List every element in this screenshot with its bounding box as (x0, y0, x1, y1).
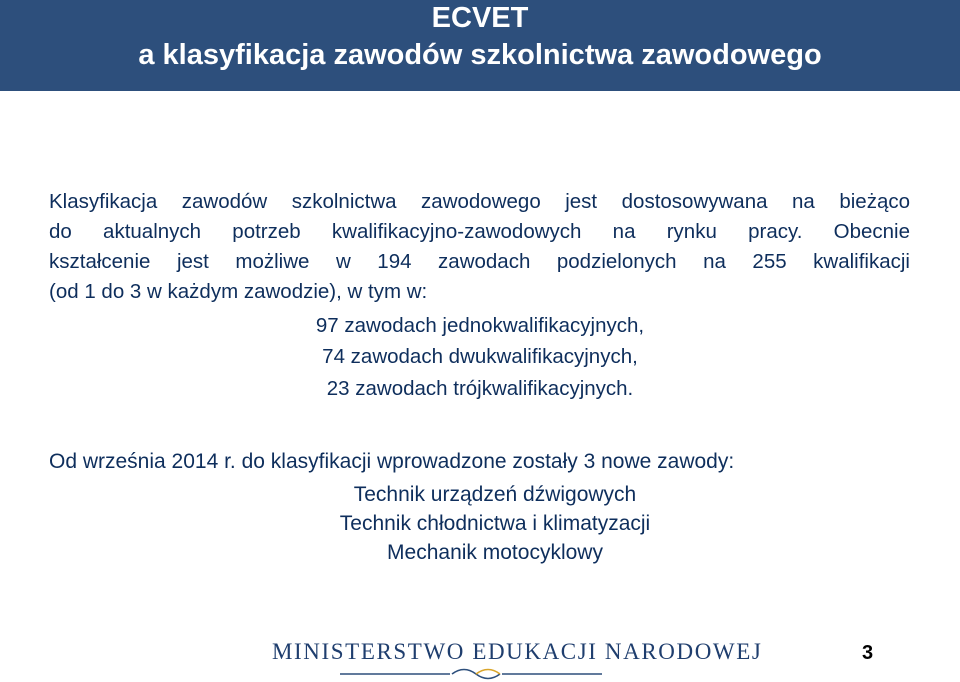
slide-title: ECVET (431, 2, 529, 34)
intro-paragraph-line: do aktualnych potrzeb kwalifikacyjno-zawodowych na rynku pracy. Obecnie (49, 220, 910, 243)
title-banner (0, 0, 960, 91)
breakdown-item: 74 zawodach dwukwalifikacyjnych, (322, 345, 638, 368)
page-number: 3 (862, 642, 874, 664)
new-professions-intro: Od września 2014 r. do klasyfikacji wprowadzone zostały 3 nowe zawody: (49, 450, 735, 473)
breakdown-item: 23 zawodach trójkwalifikacyjnych. (326, 377, 634, 400)
profession-item: Technik urządzeń dźwigowych (353, 483, 637, 506)
slide-subtitle: a klasyfikacja zawodów szkolnictwa zawodowego (138, 39, 822, 71)
intro-paragraph (49, 187, 910, 307)
ministry-logo-text: MINISTERSTWO EDUKACJI NARODOWEJ (272, 639, 763, 664)
intro-paragraph-line: kształcenie jest możliwe w 194 zawodach podzielonych na 255 kwalifikacji (49, 250, 910, 273)
breakdown-item: 97 zawodach jednokwalifikacyjnych, (315, 314, 645, 337)
profession-item: Technik chłodnictwa i klimatyzacji (339, 512, 651, 535)
intro-paragraph-line: (od 1 do 3 w każdym zawodzie), w tym w: (49, 280, 428, 303)
ministry-ornament-icon (272, 668, 692, 680)
intro-paragraph-line: Klasyfikacja zawodów szkolnictwa zawodowego jest dostosowywana na bieżąco (49, 190, 910, 213)
profession-item: Mechanik motocyklowy (387, 541, 603, 564)
